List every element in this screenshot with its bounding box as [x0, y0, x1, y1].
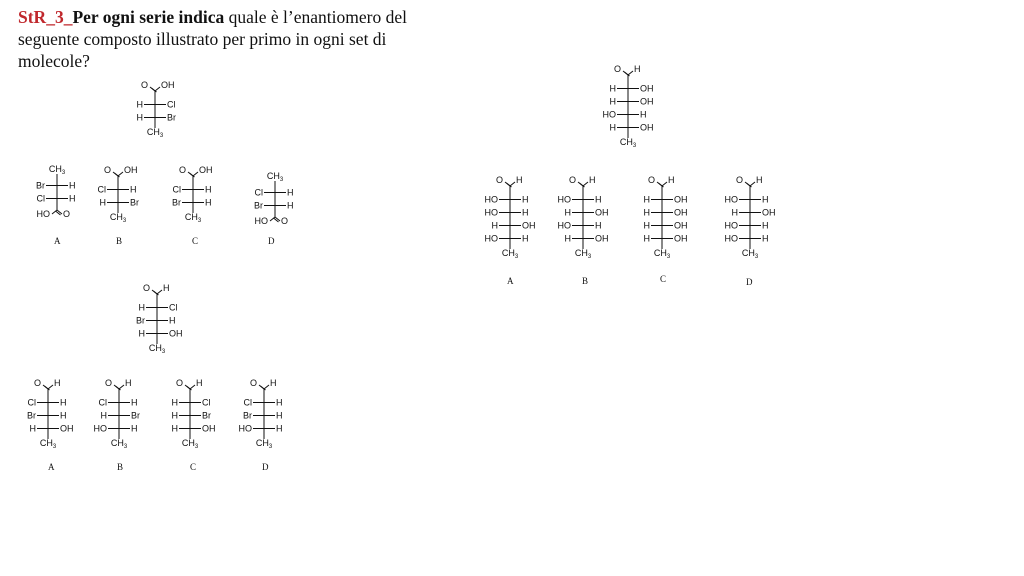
substituent-right: H — [276, 410, 283, 421]
s3-option-c-molecule — [643, 175, 688, 260]
s2-option-a-label: A — [48, 462, 55, 472]
bond-line — [190, 385, 195, 389]
substituent-left: HO — [602, 109, 616, 120]
question-body: quale è l’enantiomero del seguente composto illustrato per primo in ogni set di molecole? — [18, 7, 407, 71]
substituent-left: Br — [36, 180, 45, 191]
substituent-left: H — [609, 83, 616, 94]
substituent-left: HO — [724, 233, 738, 244]
substituent-left: Br — [27, 410, 36, 421]
bond-line — [48, 385, 53, 389]
substituent-right: Cl — [167, 99, 176, 110]
methyl-group: $CH_3$ — [653, 248, 671, 260]
hydroxyl-label: HO — [36, 209, 50, 219]
s1-option-c-molecule — [172, 165, 213, 224]
bond-line — [264, 385, 269, 389]
substituent-right: OH — [674, 220, 688, 231]
bond-line — [155, 87, 160, 91]
question-code: StR_3_ — [18, 7, 73, 27]
methyl-group: $CH_3$ — [48, 164, 66, 176]
substituent-right: H — [522, 233, 529, 244]
bond-line — [157, 290, 162, 294]
question-text — [18, 6, 438, 72]
substituent-left: H — [136, 99, 143, 110]
substituent-left: HO — [93, 423, 107, 434]
bond-line — [119, 385, 124, 389]
substituent-left: Cl — [36, 193, 45, 204]
substituent-right: OH — [595, 233, 609, 244]
substituent-right: OH — [169, 328, 183, 339]
substituent-right: OH — [522, 220, 536, 231]
substituent-left: H — [138, 328, 145, 339]
oxygen-label: O — [175, 378, 183, 388]
s3-option-d-molecule — [724, 175, 776, 260]
substituent-left: H — [564, 207, 571, 218]
substituent-left: H — [643, 194, 650, 205]
substituent-right: H — [131, 397, 138, 408]
hydrogen-label: H — [270, 378, 277, 388]
oxygen-label: O — [281, 216, 289, 226]
bond-line — [662, 182, 667, 186]
substituent-right: OH — [640, 122, 654, 133]
s3-reference-molecule — [602, 64, 654, 149]
oxygen-label: O — [568, 175, 576, 185]
substituent-right: Br — [131, 410, 140, 421]
substituent-right: H — [762, 233, 769, 244]
s1-option-a-molecule — [36, 163, 76, 219]
methyl-group: $CH_3$ — [619, 137, 637, 149]
methyl-group: $CH_3$ — [266, 171, 284, 183]
substituent-left: H — [564, 233, 571, 244]
oxygen-label: O — [142, 283, 150, 293]
methyl-group: $CH_3$ — [501, 248, 519, 260]
methyl-group: $CH_3$ — [146, 127, 164, 139]
substituent-right: H — [169, 315, 176, 326]
substituent-left: H — [609, 122, 616, 133]
hydroxyl-label: OH — [124, 165, 138, 175]
methyl-group: $CH_3$ — [109, 212, 127, 224]
oxygen-label: O — [104, 378, 112, 388]
substituent-right: OH — [674, 194, 688, 205]
methyl-group: $CH_3$ — [39, 438, 57, 450]
s1-option-b-molecule — [97, 165, 139, 224]
substituent-left: Br — [243, 410, 252, 421]
substituent-right: H — [762, 194, 769, 205]
substituent-right: H — [522, 194, 529, 205]
substituent-left: H — [609, 96, 616, 107]
bond-line — [750, 182, 755, 186]
s1-reference-molecule — [136, 80, 176, 139]
s2-reference-molecule — [136, 283, 183, 355]
substituent-left: H — [731, 207, 738, 218]
substituent-right: OH — [202, 423, 216, 434]
s3-option-b-label: B — [582, 276, 589, 286]
substituent-right: H — [595, 194, 602, 205]
hydrogen-label: H — [125, 378, 132, 388]
methyl-group: $CH_3$ — [255, 438, 273, 450]
substituent-right: OH — [595, 207, 609, 218]
substituent-right: OH — [60, 423, 74, 434]
s3-option-b-molecule — [557, 175, 609, 260]
s2-option-d-molecule — [238, 378, 283, 450]
substituent-left: H — [171, 397, 178, 408]
substituent-right: H — [60, 397, 67, 408]
substituent-right: OH — [674, 207, 688, 218]
oxygen-label: O — [613, 64, 621, 74]
s2-option-b-molecule — [93, 378, 140, 450]
s3-option-a-molecule — [484, 175, 536, 260]
substituent-left: HO — [557, 194, 571, 205]
substituent-right: Br — [130, 197, 139, 208]
substituent-right: OH — [674, 233, 688, 244]
oxygen-label: O — [495, 175, 503, 185]
substituent-right: H — [205, 197, 212, 208]
substituent-left: H — [643, 220, 650, 231]
substituent-left: H — [136, 112, 143, 123]
substituent-right: H — [60, 410, 67, 421]
substituent-right: H — [131, 423, 138, 434]
substituent-right: H — [762, 220, 769, 231]
substituent-right: OH — [640, 96, 654, 107]
s2-option-b-label: B — [117, 462, 124, 472]
oxygen-label: O — [63, 209, 71, 219]
oxygen-label: O — [140, 80, 148, 90]
substituent-left: Cl — [243, 397, 252, 408]
s1-option-a-label: A — [54, 236, 61, 246]
s3-option-d-label: D — [746, 277, 753, 287]
s2-option-c-label: C — [190, 462, 197, 472]
methyl-group: $CH_3$ — [741, 248, 759, 260]
methyl-group: $CH_3$ — [184, 212, 202, 224]
hydroxyl-label: OH — [199, 165, 213, 175]
substituent-left: H — [99, 197, 106, 208]
oxygen-label: O — [647, 175, 655, 185]
s1-option-c-label: C — [192, 236, 199, 246]
substituent-right: H — [69, 180, 76, 191]
oxygen-label: O — [249, 378, 257, 388]
bond-line — [193, 172, 198, 176]
oxygen-label: O — [103, 165, 111, 175]
substituent-left: HO — [724, 220, 738, 231]
substituent-left: Cl — [97, 184, 106, 195]
substituent-left: Cl — [254, 187, 263, 198]
s3-option-a-label: A — [507, 276, 514, 286]
hydrogen-label: H — [54, 378, 61, 388]
s1-option-d-molecule — [254, 170, 294, 226]
substituent-left: H — [491, 220, 498, 231]
oxygen-label: O — [33, 378, 41, 388]
methyl-group: $CH_3$ — [181, 438, 199, 450]
substituent-right: OH — [762, 207, 776, 218]
substituent-left: H — [171, 423, 178, 434]
methyl-group: $CH_3$ — [148, 343, 166, 355]
substituent-right: H — [287, 200, 294, 211]
substituent-left: H — [138, 302, 145, 313]
substituent-left: H — [100, 410, 107, 421]
hydrogen-label: H — [634, 64, 641, 74]
methyl-group: $CH_3$ — [110, 438, 128, 450]
substituent-left: H — [643, 233, 650, 244]
oxygen-label: O — [178, 165, 186, 175]
substituent-right: H — [205, 184, 212, 195]
bond-line — [628, 71, 633, 75]
oxygen-label: O — [735, 175, 743, 185]
substituent-left: Cl — [172, 184, 181, 195]
substituent-left: HO — [484, 207, 498, 218]
substituent-left: Br — [172, 197, 181, 208]
hydrogen-label: H — [756, 175, 763, 185]
substituent-right: Br — [202, 410, 211, 421]
methyl-group: $CH_3$ — [574, 248, 592, 260]
substituent-left: HO — [484, 233, 498, 244]
substituent-right: H — [276, 397, 283, 408]
s2-option-d-label: D — [262, 462, 269, 472]
s1-option-b-label: B — [116, 236, 123, 246]
substituent-right: H — [69, 193, 76, 204]
s2-option-a-molecule — [27, 378, 74, 450]
substituent-right: Br — [167, 112, 176, 123]
substituent-left: H — [171, 410, 178, 421]
substituent-left: HO — [484, 194, 498, 205]
substituent-right: Cl — [202, 397, 211, 408]
substituent-left: H — [29, 423, 36, 434]
hydrogen-label: H — [589, 175, 596, 185]
substituent-left: H — [643, 207, 650, 218]
substituent-left: HO — [724, 194, 738, 205]
substituent-left: Br — [136, 315, 145, 326]
hydroxyl-label: HO — [254, 216, 268, 226]
substituent-right: OH — [640, 83, 654, 94]
s2-option-c-molecule — [171, 378, 216, 450]
hydrogen-label: H — [196, 378, 203, 388]
substituent-right: Cl — [169, 302, 178, 313]
hydrogen-label: H — [163, 283, 170, 293]
substituent-left: HO — [557, 220, 571, 231]
s1-option-d-label: D — [268, 236, 275, 246]
question-bold: Per ogni serie indica — [72, 7, 225, 27]
bond-line — [118, 172, 123, 176]
substituent-left: Cl — [27, 397, 36, 408]
bond-line — [510, 182, 515, 186]
hydroxyl-label: OH — [161, 80, 175, 90]
substituent-right: H — [130, 184, 137, 195]
substituent-right: H — [640, 109, 647, 120]
s3-option-c-label: C — [660, 274, 667, 284]
substituent-right: H — [287, 187, 294, 198]
substituent-left: HO — [238, 423, 252, 434]
hydrogen-label: H — [516, 175, 523, 185]
hydrogen-label: H — [668, 175, 675, 185]
substituent-right: H — [276, 423, 283, 434]
substituent-left: Br — [254, 200, 263, 211]
substituent-right: H — [595, 220, 602, 231]
bond-line — [583, 182, 588, 186]
substituent-left: Cl — [98, 397, 107, 408]
substituent-right: H — [522, 207, 529, 218]
